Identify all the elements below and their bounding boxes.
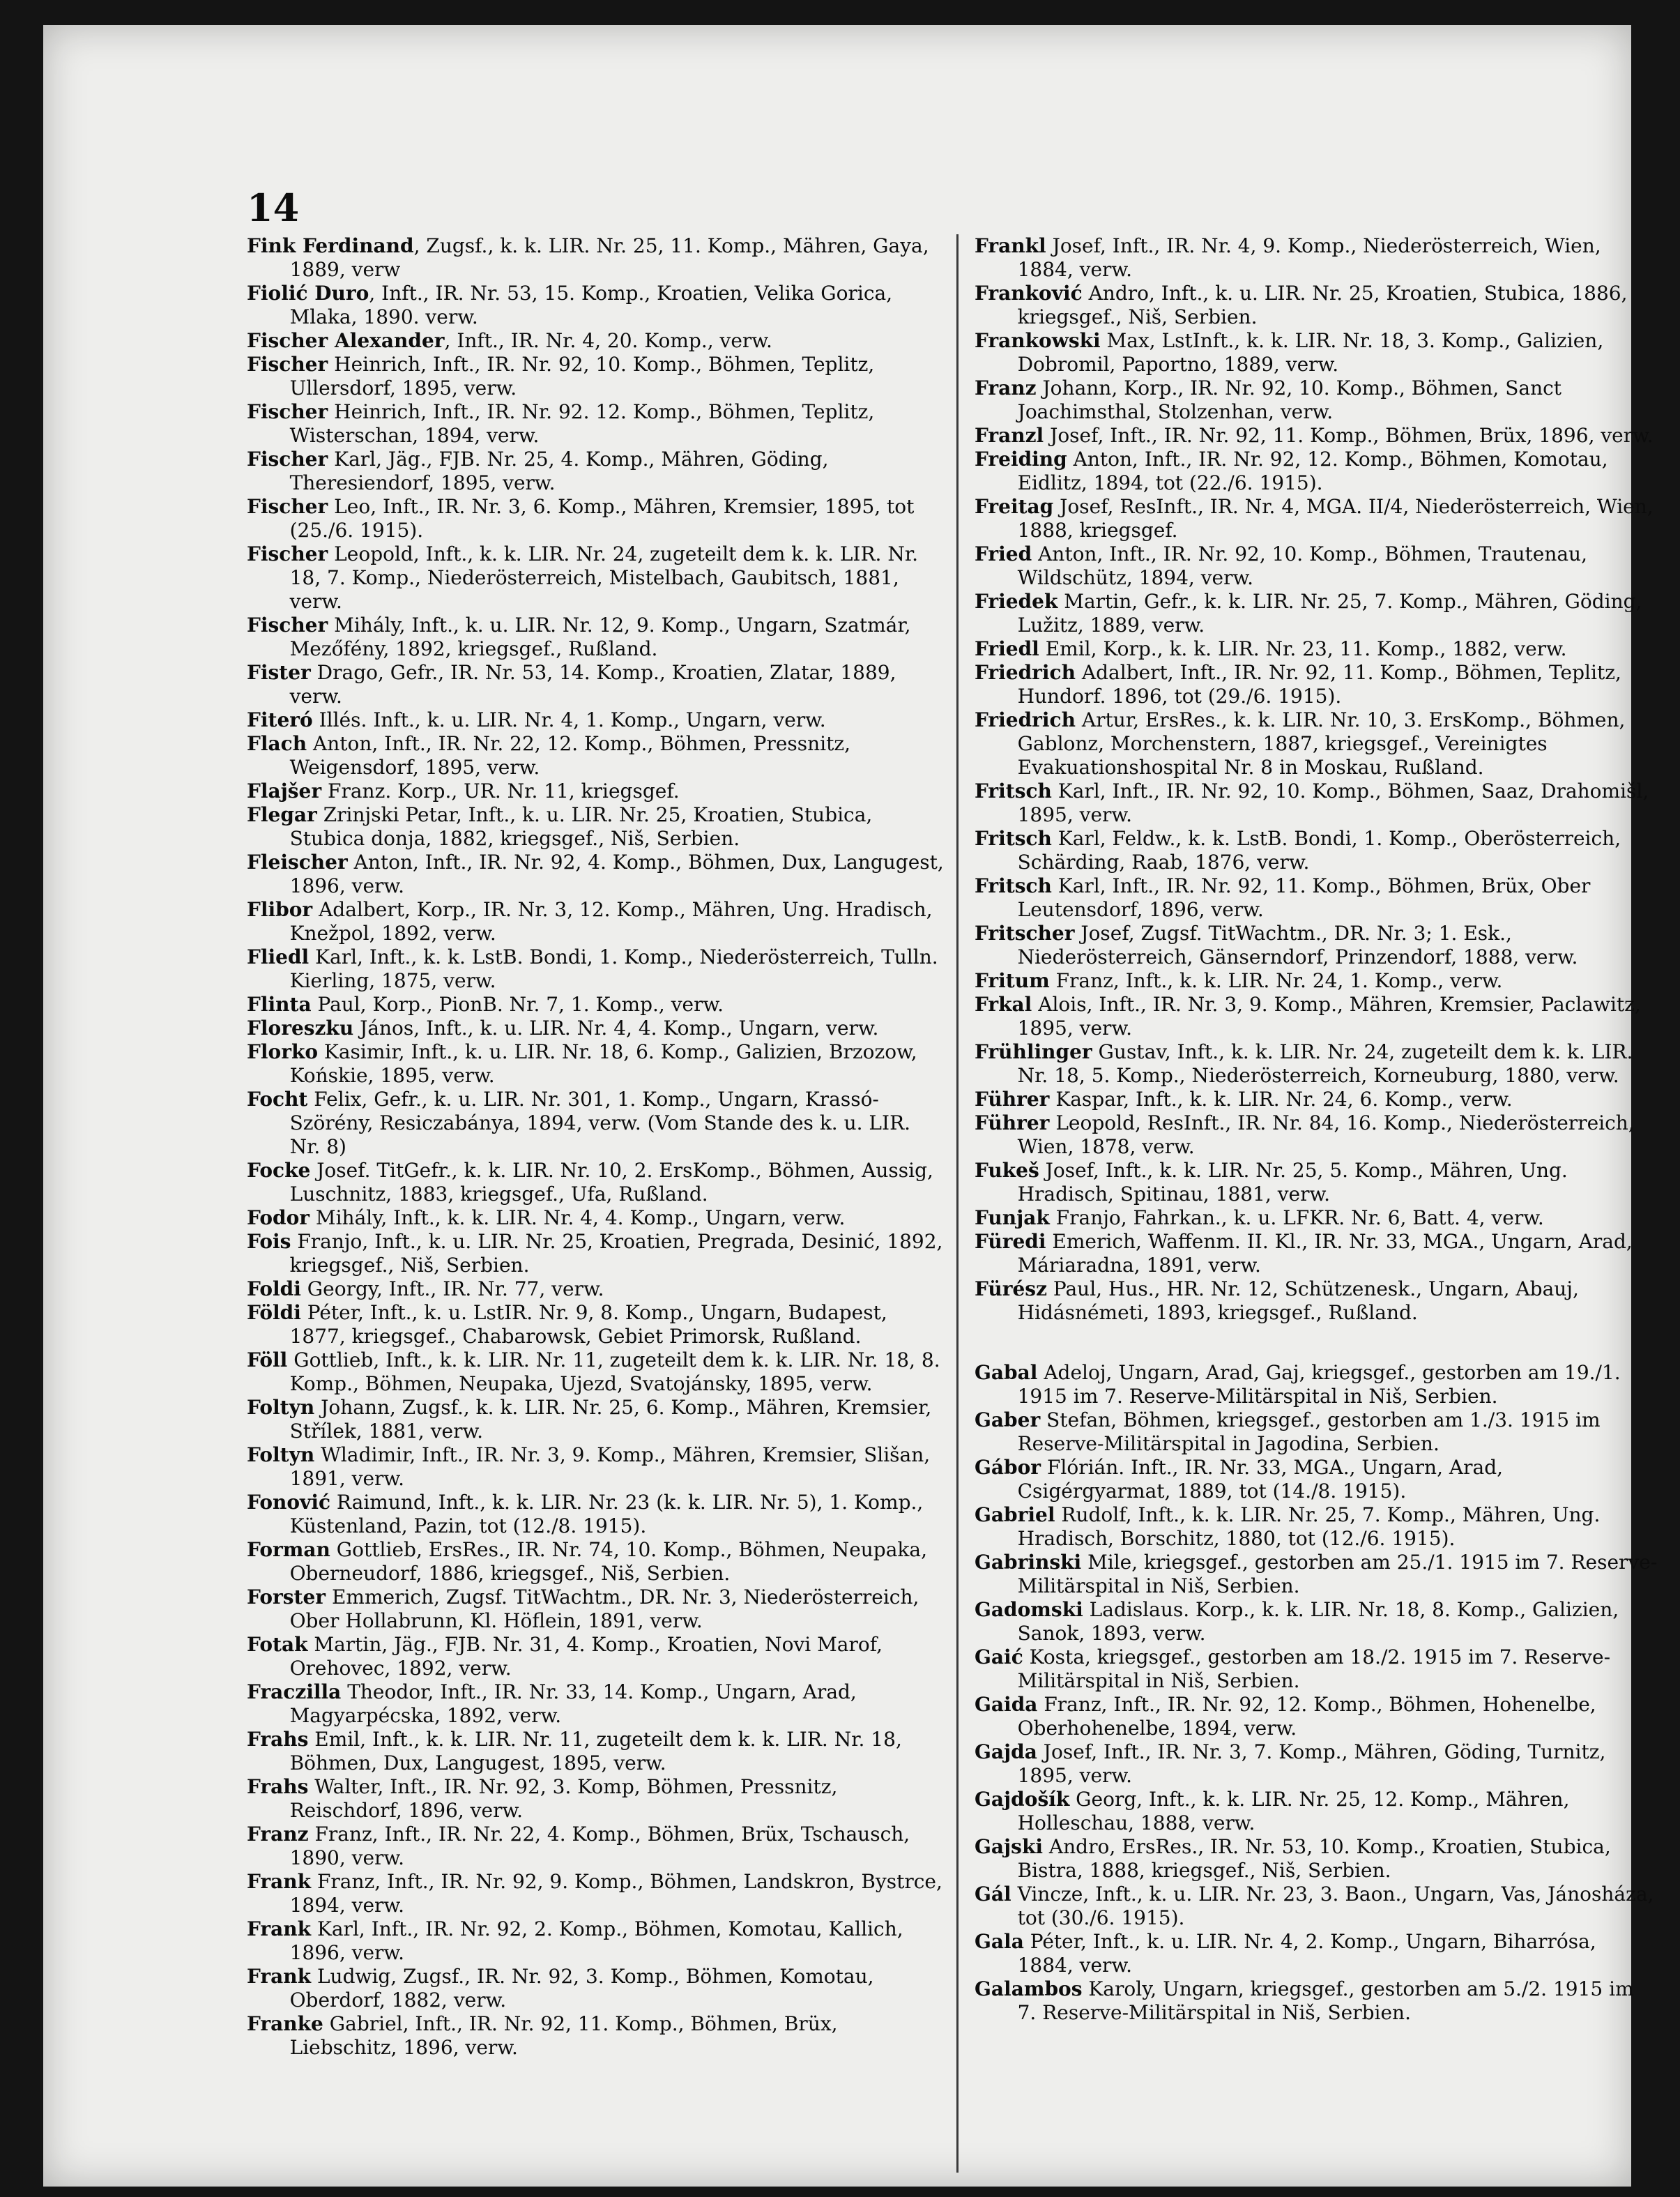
entry-name: Fürész: [975, 1277, 1047, 1300]
entry-name: Forster: [247, 1586, 326, 1609]
entry-details: Anton, Inft., IR. Nr. 92, 10. Komp., Böhmen, Trautenau, Wildschütz, 1894, verw.: [1017, 542, 1587, 589]
entry-name: Flach: [247, 732, 307, 755]
entry-name: Fiteró: [247, 708, 313, 731]
entry-details: Max, LstInft., k. k. LIR. Nr. 18, 3. Komp., Galizien, Dobromil, Paportno, 1889, verw.: [1017, 329, 1604, 376]
entry-details: Gottlieb, Inft., k. k. LIR. Nr. 11, zugeteilt dem k. k. LIR. Nr. 18, 8. Komp., Böhmen, Neupaka, Ujezd, Svatojánsky, 1895, verw.: [287, 1348, 940, 1395]
entry-details: Ludwig, Zugsf., IR. Nr. 92, 3. Komp., Böhmen, Komotau, Oberdorf, 1882, verw.: [289, 1965, 874, 2012]
entry-name: Foldi: [247, 1277, 301, 1300]
list-entry: [975, 1693, 1658, 1740]
list-entry: [247, 495, 944, 542]
list-entry: [247, 803, 944, 851]
list-entry: [975, 1206, 1658, 1230]
entry-details: Flórián. Inft., IR. Nr. 33, MGA., Ungarn, Arad, Csigérgyarmat, 1889, tot (14./8. 1915).: [1017, 1456, 1504, 1503]
list-entry: [247, 1965, 944, 2012]
list-entry: [975, 424, 1658, 448]
list-entry: [247, 400, 944, 448]
entry-details: Franjo, Fahrkan., k. u. LFKR. Nr. 6, Batt. 4, verw.: [1049, 1206, 1544, 1229]
entry-name: Franzl: [975, 424, 1044, 447]
entry-details: Felix, Gefr., k. u. LIR. Nr. 301, 1. Komp., Ungarn, Krassó-Szörény, Resiczabánya, 1894, verw. (Vom Stande des k. u. LIR. Nr. 8): [289, 1088, 911, 1158]
list-entry: [975, 1088, 1658, 1111]
entry-details: Josef, Inft., IR. Nr. 3, 7. Komp., Mähren, Göding, Turnitz, 1895, verw.: [1017, 1740, 1606, 1787]
list-entry: [247, 1586, 944, 1633]
entry-details: Josef. TitGefr., k. k. LIR. Nr. 10, 2. ErsKomp., Böhmen, Aussig, Luschnitz, 1883, kriegsgef., Ufa, Rußland.: [289, 1159, 933, 1206]
list-entry: [247, 780, 944, 803]
entry-details: Josef, Zugsf. TitWachtm., DR. Nr. 3; 1. Esk., Niederösterreich, Gänserndorf, Prinzendorf, 1888, verw.: [1017, 922, 1578, 968]
entry-name: Franz: [975, 377, 1037, 400]
entry-details: Franjo, Inft., k. u. LIR. Nr. 25, Kroatien, Pregrada, Desinić, 1892, kriegsgef., Niš, Serbien.: [289, 1230, 943, 1277]
entry-name: Fischer: [247, 495, 328, 518]
entry-details: Karl, Inft., IR. Nr. 92, 2. Komp., Böhmen, Komotau, Kallich, 1896, verw.: [289, 1917, 903, 1964]
list-entry: [247, 1870, 944, 1917]
page-number: 14: [247, 185, 300, 230]
entry-name: Fischer: [247, 542, 328, 565]
entry-details: Josef, Inft., IR. Nr. 92, 11. Komp., Böhmen, Brüx, 1896, verw.: [1044, 424, 1654, 447]
entry-details: Anton, Inft., IR. Nr. 92, 12. Komp., Böhmen, Komotau, Eidlitz, 1894, tot (22./6. 1915).: [1017, 448, 1608, 494]
list-entry: [975, 780, 1658, 827]
entry-details: Kosta, kriegsgef., gestorben am 18./2. 1915 im 7. Reserve-Militärspital in Niš, Serbien.: [1017, 1645, 1611, 1692]
entry-name: Freitag: [975, 495, 1054, 518]
list-entry: [975, 661, 1658, 708]
list-entry: [975, 282, 1658, 329]
entry-name: Gajski: [975, 1835, 1043, 1858]
entry-name: Flajšer: [247, 780, 322, 803]
entry-name: Friedrich: [975, 661, 1076, 684]
list-entry: [247, 1017, 944, 1040]
entry-details: Franz, Inft., k. k. LIR. Nr. 24, 1. Komp., verw.: [1049, 969, 1503, 992]
entry-name: Gaić: [975, 1645, 1023, 1668]
list-entry: [247, 1159, 944, 1206]
entry-details: Vincze, Inft., k. u. LIR. Nr. 23, 3. Baon., Ungarn, Vas, Jánosháza, tot (30./6. 1915).: [1011, 1883, 1654, 1929]
list-entry: [975, 1598, 1658, 1645]
entry-details: Johann, Zugsf., k. k. LIR. Nr. 25, 6. Komp., Mähren, Kremsier, Střílek, 1881, verw.: [289, 1396, 932, 1443]
list-entry: [247, 1230, 944, 1277]
entry-name: Florko: [247, 1040, 319, 1063]
list-entry: [975, 542, 1658, 590]
entry-name: Foltyn: [247, 1443, 315, 1466]
entry-details: Leo, Inft., IR. Nr. 3, 6. Komp., Mähren, Kremsier, 1895, tot (25./6. 1915).: [289, 495, 915, 542]
entry-name: Führer: [975, 1088, 1050, 1111]
entry-name: Frühlinger: [975, 1040, 1092, 1063]
entry-name: Földi: [247, 1301, 301, 1324]
entry-name: Fukeš: [975, 1159, 1039, 1182]
entry-name: Fischer: [247, 353, 328, 376]
entry-name: Frahs: [247, 1775, 309, 1798]
entry-details: Karl, Jäg., FJB. Nr. 25, 4. Komp., Mähren, Göding, Theresiendorf, 1895, verw.: [289, 448, 829, 494]
entry-name: Fried: [975, 542, 1032, 565]
entry-details: Paul, Korp., PionB. Nr. 7, 1. Komp., verw.: [311, 993, 724, 1016]
list-entry: [975, 1788, 1658, 1835]
entry-details: Martin, Gefr., k. k. LIR. Nr. 25, 7. Komp., Mähren, Göding, Lužitz, 1889, verw.: [1017, 590, 1642, 637]
entry-details: Adalbert, Korp., IR. Nr. 3, 12. Komp., Mähren, Ung. Hradisch, Knežpol, 1892, verw.: [289, 898, 933, 945]
entry-name: Galambos: [975, 1977, 1083, 2000]
list-entry: [247, 1680, 944, 1728]
list-entry: [247, 993, 944, 1017]
entry-name: Fleischer: [247, 851, 348, 874]
list-entry: [975, 1230, 1658, 1277]
entry-name: Gajdošík: [975, 1788, 1070, 1811]
entry-details: Péter, Inft., k. u. LstIR. Nr. 9, 8. Komp., Ungarn, Budapest, 1877, kriegsgef., Chabarowsk, Gebiet Primorsk, Rußland.: [289, 1301, 887, 1348]
entry-name: Föll: [247, 1348, 288, 1371]
left-column: [247, 234, 944, 2060]
entry-details: , Zugsf., k. k. LIR. Nr. 25, 11. Komp., Mähren, Gaya, 1889, verw: [289, 234, 929, 281]
list-entry: [247, 2012, 944, 2060]
entry-name: Fister: [247, 661, 311, 684]
entry-details: Georg, Inft., k. k. LIR. Nr. 25, 12. Komp., Mähren, Holleschau, 1888, verw.: [1017, 1788, 1570, 1834]
list-entry: [975, 1551, 1658, 1598]
list-entry: [975, 1883, 1658, 1930]
list-entry: [247, 614, 944, 661]
list-entry: [247, 1538, 944, 1586]
entry-name: Fonović: [247, 1491, 331, 1514]
section-gap: [975, 1325, 1658, 1361]
entry-name: Funjak: [975, 1206, 1050, 1229]
entry-details: Gabriel, Inft., IR. Nr. 92, 11. Komp., Böhmen, Brüx, Liebschitz, 1896, verw.: [289, 2012, 838, 2059]
entry-details: Mile, kriegsgef., gestorben am 25./1. 1915 im 7. Reserve-Militärspital in Niš, Serbien.: [1017, 1551, 1658, 1597]
list-entry: [975, 969, 1658, 993]
entry-details: Anton, Inft., IR. Nr. 22, 12. Komp., Böhmen, Pressnitz, Weigensdorf, 1895, verw.: [289, 732, 851, 779]
list-entry: [975, 827, 1658, 874]
entry-name: Floreszku: [247, 1017, 354, 1040]
entry-name: Gábor: [975, 1456, 1041, 1479]
entry-name: Gala: [975, 1930, 1024, 1953]
entry-name: Fritsch: [975, 780, 1052, 803]
entry-name: Fritsch: [975, 874, 1052, 897]
list-entry: [247, 1775, 944, 1823]
entry-name: Frank: [247, 1917, 312, 1940]
entry-details: Karl, Inft., IR. Nr. 92, 11. Komp., Böhmen, Brüx, Ober Leutensdorf, 1896, verw.: [1017, 874, 1591, 921]
entry-details: , Inft., IR. Nr. 4, 20. Komp., verw.: [444, 329, 772, 352]
entry-name: Gadomski: [975, 1598, 1083, 1621]
list-entry: [247, 353, 944, 400]
right-column: [975, 234, 1658, 2025]
list-entry: [247, 1728, 944, 1775]
entry-details: Wladimir, Inft., IR. Nr. 3, 9. Komp., Mähren, Kremsier, Slišan, 1891, verw.: [289, 1443, 931, 1490]
entry-name: Gabrinski: [975, 1551, 1082, 1574]
entry-name: Franković: [975, 282, 1083, 305]
entry-details: Gustav, Inft., k. k. LIR. Nr. 24, zugeteilt dem k. k. LIR. Nr. 18, 5. Komp., Niederösterreich, Korneuburg, 1880, verw.: [1017, 1040, 1633, 1087]
entry-name: Fotak: [247, 1633, 308, 1656]
list-entry: [975, 1930, 1658, 1977]
entry-details: Leopold, ResInft., IR. Nr. 84, 16. Komp., Niederösterreich, Wien, 1878, verw.: [1017, 1111, 1635, 1158]
list-entry: [247, 851, 944, 898]
entry-name: Flegar: [247, 803, 317, 826]
entry-name: Friedrich: [975, 708, 1076, 731]
list-entry: [975, 377, 1658, 424]
entry-name: Friedl: [975, 637, 1039, 660]
entry-name: Frahs: [247, 1728, 309, 1751]
entry-details: Emil, Korp., k. k. LIR. Nr. 23, 11. Komp., 1882, verw.: [1039, 637, 1567, 660]
entry-name: Fischer: [247, 614, 328, 637]
list-entry: [975, 637, 1658, 661]
entry-details: Rudolf, Inft., k. k. LIR. Nr. 25, 7. Komp., Mähren, Ung. Hradisch, Borschitz, 1880, tot (12./6. 1915).: [1017, 1503, 1601, 1550]
entry-details: Adeloj, Ungarn, Arad, Gaj, kriegsgef., gestorben am 19./1. 1915 im 7. Reserve-Militärspital in Niš, Serbien.: [1017, 1361, 1621, 1408]
list-entry: [247, 542, 944, 614]
entry-details: Franz, Inft., IR. Nr. 92, 12. Komp., Böhmen, Hohenelbe, Oberhohenelbe, 1894, verw.: [1017, 1693, 1596, 1740]
entry-name: Frank: [247, 1870, 312, 1893]
list-entry: [247, 1396, 944, 1443]
entry-name: Focke: [247, 1159, 311, 1182]
list-entry: [975, 1977, 1658, 2025]
list-entry: [975, 1277, 1658, 1325]
entry-name: Gaida: [975, 1693, 1038, 1716]
entry-details: Raimund, Inft., k. k. LIR. Nr. 23 (k. k. LIR. Nr. 5), 1. Komp., Küstenland, Pazin, tot (12./8. 1915).: [289, 1491, 924, 1537]
page-sheet: [43, 25, 1658, 2187]
entry-name: Frkal: [975, 993, 1032, 1016]
list-entry: [975, 1835, 1658, 1883]
entry-details: Drago, Gefr., IR. Nr. 53, 14. Komp., Kroatien, Zlatar, 1889, verw.: [289, 661, 896, 708]
list-entry: [247, 1301, 944, 1348]
entry-details: Heinrich, Inft., IR. Nr. 92, 10. Komp., Böhmen, Teplitz, Ullersdorf, 1895, verw.: [289, 353, 875, 400]
entry-details: Artur, ErsRes., k. k. LIR. Nr. 10, 3. ErsKomp., Böhmen, Gablonz, Morchenstern, 1887, kriegsgef., Vereinigtes Evakuationshospital Nr. 8 in Moskau, Rußland.: [1017, 708, 1626, 779]
entry-name: Focht: [247, 1088, 308, 1111]
list-entry: [975, 1408, 1658, 1456]
entry-name: Fritum: [975, 969, 1050, 992]
list-entry: [975, 495, 1658, 542]
list-entry: [247, 898, 944, 945]
list-entry: [247, 282, 944, 329]
list-entry: [975, 708, 1658, 780]
entry-name: Gaber: [975, 1408, 1041, 1431]
entry-details: Anton, Inft., IR. Nr. 92, 4. Komp., Böhmen, Dux, Langugest, 1896, verw.: [289, 851, 944, 897]
list-entry: [975, 1645, 1658, 1693]
entry-name: Fischer: [247, 448, 328, 471]
list-entry: [975, 1740, 1658, 1788]
list-entry: [247, 1088, 944, 1159]
list-entry: [247, 1917, 944, 1965]
list-entry: [247, 732, 944, 780]
entry-name: Führer: [975, 1111, 1050, 1134]
entry-details: Andro, Inft., k. u. LIR. Nr. 25, Kroatien, Stubica, 1886, kriegsgef., Niš, Serbien.: [1017, 282, 1628, 328]
list-entry: [247, 448, 944, 495]
entry-details: Adalbert, Inft., IR. Nr. 92, 11. Komp., Böhmen, Teplitz, Hundorf. 1896, tot (29./6. 1915).: [1017, 661, 1621, 708]
entry-name: Frankowski: [975, 329, 1101, 352]
list-entry: [975, 874, 1658, 922]
entry-details: Paul, Hus., HR. Nr. 12, Schützenesk., Ungarn, Abauj, Hidásnémeti, 1893, kriegsgef., Rußland.: [1017, 1277, 1579, 1324]
list-entry: [247, 1040, 944, 1088]
entry-details: Franz, Inft., IR. Nr. 92, 9. Komp., Böhmen, Landskron, Bystrce, 1894, verw.: [289, 1870, 942, 1917]
entry-details: Kaspar, Inft., k. k. LIR. Nr. 24, 6. Komp., verw.: [1049, 1088, 1513, 1111]
entry-details: Zrinjski Petar, Inft., k. u. LIR. Nr. 25, Kroatien, Stubica, Stubica donja, 1882, kriegsgef., Niš, Serbien.: [289, 803, 873, 850]
entry-name: Gabal: [975, 1361, 1038, 1384]
entry-name: Fink Ferdinand: [247, 234, 414, 257]
entry-name: Fischer: [247, 400, 328, 423]
entry-details: Walter, Inft., IR. Nr. 92, 3. Komp, Böhmen, Pressnitz, Reischdorf, 1896, verw.: [289, 1775, 838, 1822]
entry-name: Friedek: [975, 590, 1058, 613]
list-entry: [247, 1633, 944, 1680]
entry-name: Fraczilla: [247, 1680, 342, 1703]
list-entry: [247, 234, 944, 282]
entry-details: Heinrich, Inft., IR. Nr. 92. 12. Komp., Böhmen, Teplitz, Wisterschan, 1894, verw.: [289, 400, 875, 447]
list-entry: [247, 1823, 944, 1870]
entry-details: Martin, Jäg., FJB. Nr. 31, 4. Komp., Kroatien, Novi Marof, Orehovec, 1892, verw.: [289, 1633, 883, 1680]
list-entry: [975, 448, 1658, 495]
list-entry: [247, 1491, 944, 1538]
entry-details: Franz, Inft., IR. Nr. 22, 4. Komp., Böhmen, Brüx, Tschausch, 1890, verw.: [289, 1823, 910, 1869]
entry-name: Fritsch: [975, 827, 1052, 850]
entry-name: Flibor: [247, 898, 313, 921]
entry-details: Leopold, Inft., k. k. LIR. Nr. 24, zugeteilt dem k. k. LIR. Nr. 18, 7. Komp., Niederösterreich, Mistelbach, Gaubitsch, 1881, verw.: [289, 542, 919, 613]
entry-details: Theodor, Inft., IR. Nr. 33, 14. Komp., Ungarn, Arad, Magyarpécska, 1892, verw.: [289, 1680, 857, 1727]
list-entry: [975, 922, 1658, 969]
entry-details: Mihály, Inft., k. u. LIR. Nr. 12, 9. Komp., Ungarn, Szatmár, Mezőfény, 1892, kriegsgef., Rußland.: [289, 614, 911, 660]
entry-details: Josef, Inft., k. k. LIR. Nr. 25, 5. Komp., Mähren, Ung. Hradisch, Spitinau, 1881, verw.: [1017, 1159, 1568, 1206]
entry-details: Kasimir, Inft., k. u. LIR. Nr. 18, 6. Komp., Galizien, Brzozow, Końskie, 1895, verw.: [289, 1040, 917, 1087]
list-entry: [975, 1040, 1658, 1088]
entry-name: Fritscher: [975, 922, 1075, 945]
entry-name: Foltyn: [247, 1396, 315, 1419]
entry-details: , Inft., IR. Nr. 53, 15. Komp., Kroatien, Velika Gorica, Mlaka, 1890. verw.: [289, 282, 893, 328]
entry-details: Illés. Inft., k. u. LIR. Nr. 4, 1. Komp., Ungarn, verw.: [312, 708, 826, 731]
entry-name: Fodor: [247, 1206, 310, 1229]
entry-details: Karoly, Ungarn, kriegsgef., gestorben am 5./2. 1915 im 7. Reserve-Militärspital in Niš, Serbien.: [1017, 1977, 1634, 2024]
column-divider: [956, 234, 959, 2173]
entry-name: Flinta: [247, 993, 312, 1016]
list-entry: [247, 1277, 944, 1301]
list-entry: [975, 1361, 1658, 1408]
list-entry: [975, 1111, 1658, 1159]
list-entry: [975, 590, 1658, 637]
entry-details: Georgy, Inft., IR. Nr. 77, verw.: [300, 1277, 604, 1300]
entry-details: Franz. Korp., UR. Nr. 11, kriegsgef.: [321, 780, 680, 803]
entry-name: Gál: [975, 1883, 1011, 1906]
entry-details: Mihály, Inft., k. k. LIR. Nr. 4, 4. Komp., Ungarn, verw.: [310, 1206, 846, 1229]
entry-details: Emerich, Waffenm. II. Kl., IR. Nr. 33, MGA., Ungarn, Arad, Máriaradna, 1891, verw.: [1017, 1230, 1633, 1277]
list-entry: [247, 1348, 944, 1396]
list-entry: [975, 993, 1658, 1040]
list-entry: [975, 1503, 1658, 1551]
list-entry: [247, 1206, 944, 1230]
list-entry: [975, 1159, 1658, 1206]
right-column-g-section: [975, 1361, 1658, 2025]
entry-name: Freiding: [975, 448, 1067, 471]
entry-name: Forman: [247, 1538, 330, 1561]
list-entry: [247, 329, 944, 353]
entry-details: Karl, Inft., k. k. LstB. Bondi, 1. Komp., Niederösterreich, Tulln. Kierling, 1875, verw.: [289, 945, 938, 992]
entry-name: Franke: [247, 2012, 323, 2035]
entry-name: Frank: [247, 1965, 312, 1988]
entry-details: Johann, Korp., IR. Nr. 92, 10. Komp., Böhmen, Sanct Joachimsthal, Stolzenhan, verw.: [1017, 377, 1562, 423]
entry-name: Fischer Alexander: [247, 329, 445, 352]
list-entry: [975, 234, 1658, 282]
entry-name: Füredi: [975, 1230, 1046, 1253]
entry-name: Fois: [247, 1230, 291, 1253]
entry-details: Emmerich, Zugsf. TitWachtm., DR. Nr. 3, Niederösterreich, Ober Hollabrunn, Kl. Höflein, 1891, verw.: [289, 1586, 919, 1632]
entry-details: Alois, Inft., IR. Nr. 3, 9. Komp., Mähren, Kremsier, Paclawitz, 1895, verw.: [1017, 993, 1641, 1040]
list-entry: [975, 329, 1658, 377]
right-column-f-section: [975, 234, 1658, 1325]
list-entry: [975, 1456, 1658, 1503]
entry-details: János, Inft., k. u. LIR. Nr. 4, 4. Komp., Ungarn, verw.: [353, 1017, 879, 1040]
entry-name: Fliedl: [247, 945, 310, 968]
list-entry: [247, 945, 944, 993]
entry-details: Josef, ResInft., IR. Nr. 4, MGA. II/4, Niederösterreich, Wien, 1888, kriegsgef.: [1017, 495, 1654, 542]
entry-details: Péter, Inft., k. u. LIR. Nr. 4, 2. Komp., Ungarn, Biharrósa, 1884, verw.: [1017, 1930, 1596, 1977]
entry-name: Gajda: [975, 1740, 1037, 1763]
entry-name: Gabriel: [975, 1503, 1055, 1526]
entry-details: Karl, Feldw., k. k. LstB. Bondi, 1. Komp., Oberösterreich, Schärding, Raab, 1876, verw.: [1017, 827, 1621, 874]
entry-details: Ladislaus. Korp., k. k. LIR. Nr. 18, 8. Komp., Galizien, Sanok, 1893, verw.: [1017, 1598, 1619, 1645]
entry-details: Karl, Inft., IR. Nr. 92, 10. Komp., Böhmen, Saaz, Drahomišl, 1895, verw.: [1017, 780, 1649, 826]
entry-name: Fiolić Duro: [247, 282, 369, 305]
entry-name: Frankl: [975, 234, 1046, 257]
entry-details: Josef, Inft., IR. Nr. 4, 9. Komp., Niederösterreich, Wien, 1884, verw.: [1017, 234, 1601, 281]
entry-details: Stefan, Böhmen, kriegsgef., gestorben am 1./3. 1915 im Reserve-Militärspital in Jagodina, Serbien.: [1017, 1408, 1601, 1455]
list-entry: [247, 1443, 944, 1491]
list-entry: [247, 708, 944, 732]
entry-details: Andro, ErsRes., IR. Nr. 53, 10. Komp., Kroatien, Stubica, Bistra, 1888, kriegsgef., Niš, Serbien.: [1017, 1835, 1611, 1882]
entry-details: Gottlieb, ErsRes., IR. Nr. 74, 10. Komp., Böhmen, Neupaka, Oberneudorf, 1886, kriegsgef., Niš, Serbien.: [289, 1538, 927, 1585]
entry-details: Emil, Inft., k. k. LIR. Nr. 11, zugeteilt dem k. k. LIR. Nr. 18, Böhmen, Dux, Langugest, 1895, verw.: [289, 1728, 902, 1774]
entry-name: Franz: [247, 1823, 309, 1846]
list-entry: [247, 661, 944, 708]
